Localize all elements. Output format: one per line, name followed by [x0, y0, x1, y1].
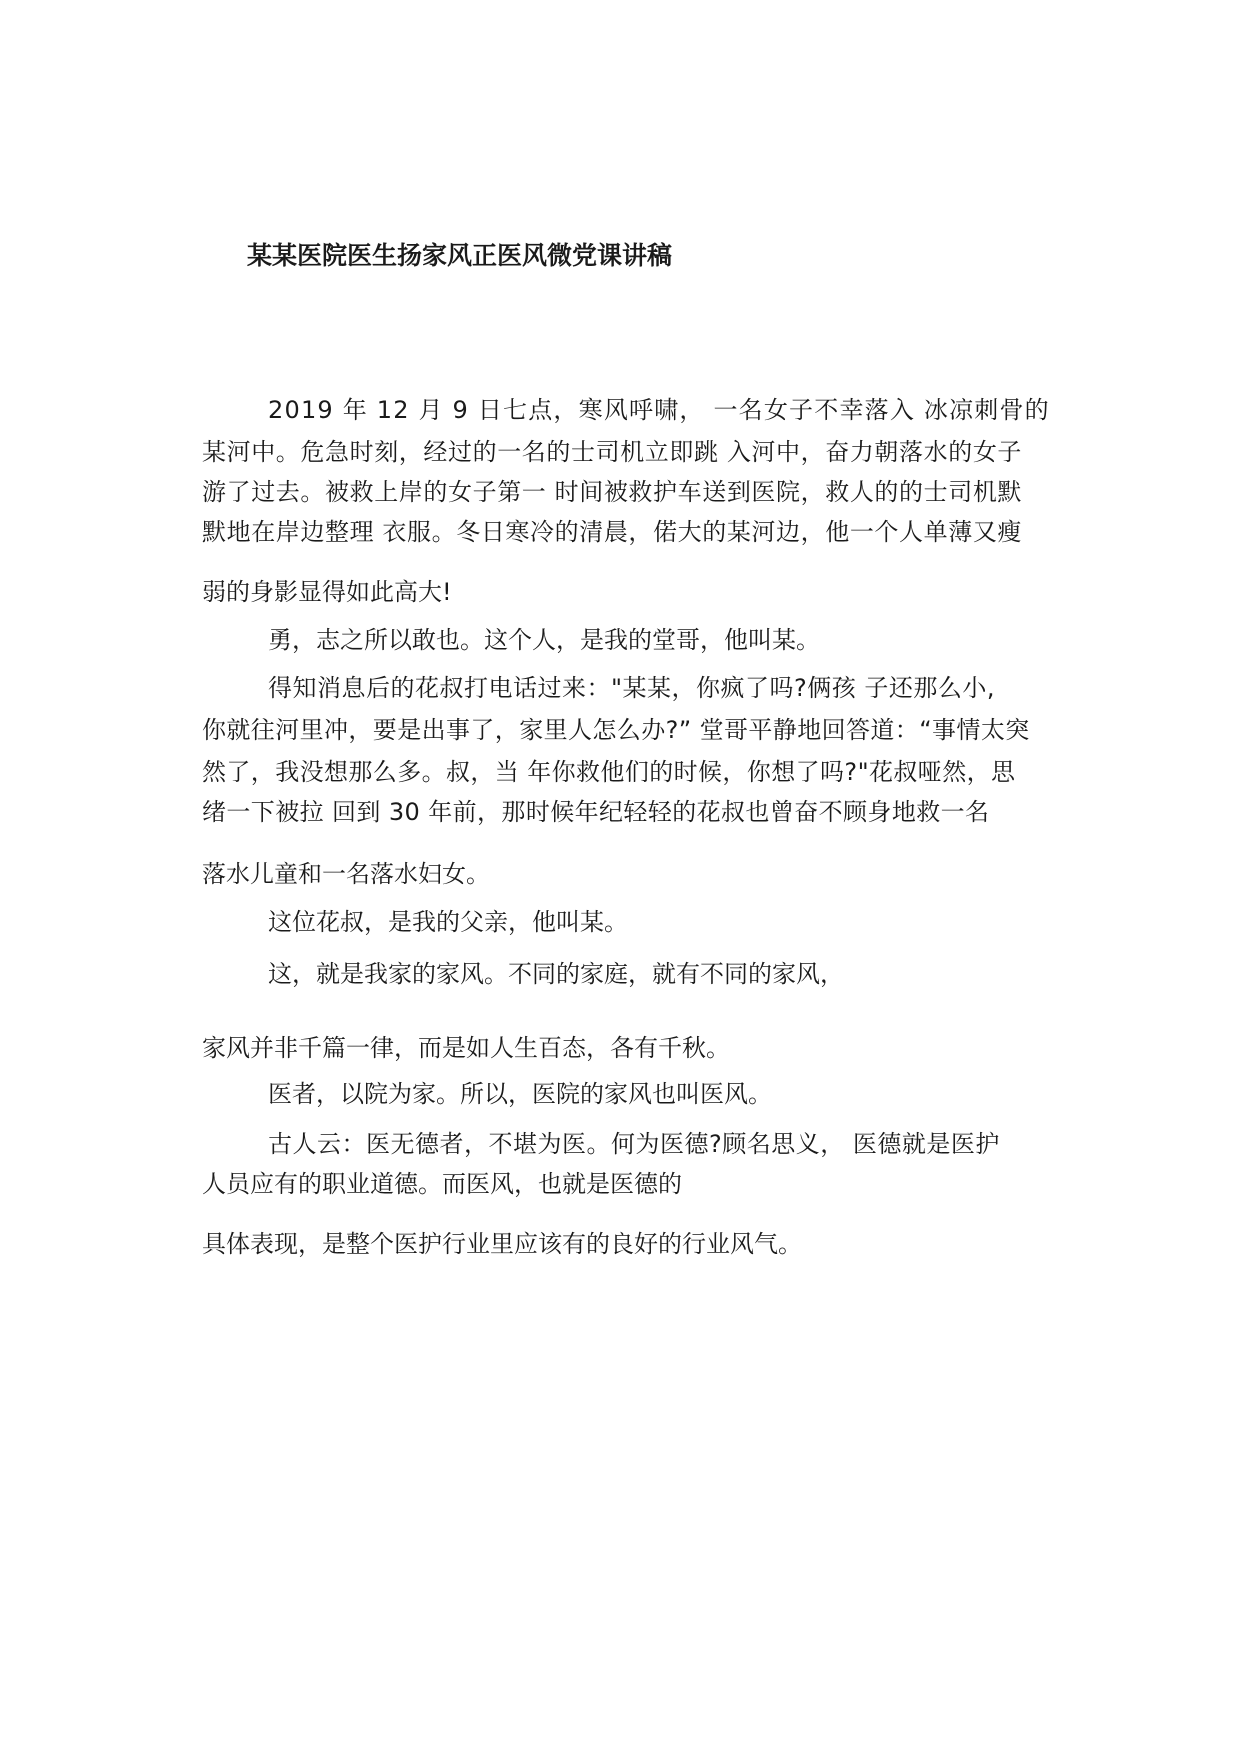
paragraph-line: 得知消息后的花叔打电话过来："某某，你疯了吗?俩孩 子还那么小,: [268, 674, 996, 702]
paragraph-line: 这位花叔，是我的父亲，他叫某。: [268, 908, 628, 936]
paragraph-line: 医者，以院为家。所以，医院的家风也叫医风。: [268, 1080, 772, 1108]
paragraph-line: 绪一下被拉 回到 30 年前，那时候年纪轻轻的花叔也曾奋不顾身地救一名: [202, 798, 990, 826]
paragraph-line: 古人云：医无德者，不堪为医。何为医德?顾名思义， 医德就是医护: [268, 1130, 1000, 1158]
paragraph-line: 你就往河里冲，要是出事了，家里人怎么办?” 堂哥平静地回答道：“事情太突: [202, 716, 1030, 744]
paragraph-line: 家风并非千篇一律，而是如人生百态，各有千秋。: [202, 1034, 730, 1062]
paragraph-line: 落水儿童和一名落水妇女。: [202, 860, 490, 888]
paragraph-line: 游了过去。被救上岸的女子第一 时间被救护车送到医院，救人的的士司机默: [202, 478, 1023, 506]
paragraph-line: 2019 年 12 月 9 日七点，寒风呼啸， 一名女子不幸落入 冰凉刺骨的: [268, 396, 1050, 424]
paragraph-line: 勇，志之所以敢也。这个人，是我的堂哥，他叫某。: [268, 626, 820, 654]
paragraph-line: 弱的身影显得如此高大!: [202, 578, 452, 606]
paragraph-line: 人员应有的职业道德。而医风，也就是医德的: [202, 1170, 682, 1198]
paragraph-line: 具体表现，是整个医护行业里应该有的良好的行业风气。: [202, 1230, 802, 1258]
paragraph-line: 然了，我没想那么多。叔，当 年你救他们的时候，你想了吗?"花叔哑然，思: [202, 758, 1016, 786]
paragraph-line: 这，就是我家的家风。不同的家庭，就有不同的家风，: [268, 960, 844, 988]
document-title: 某某医院医生扬家风正医风微党课讲稿: [247, 241, 673, 270]
paragraph-line: 某河中。危急时刻，经过的一名的士司机立即跳 入河中，奋力朝落水的女子: [202, 438, 1023, 466]
paragraph-line: 默地在岸边整理 衣服。冬日寒冷的清晨，偌大的某河边，他一个人单薄又瘦: [202, 518, 1023, 546]
